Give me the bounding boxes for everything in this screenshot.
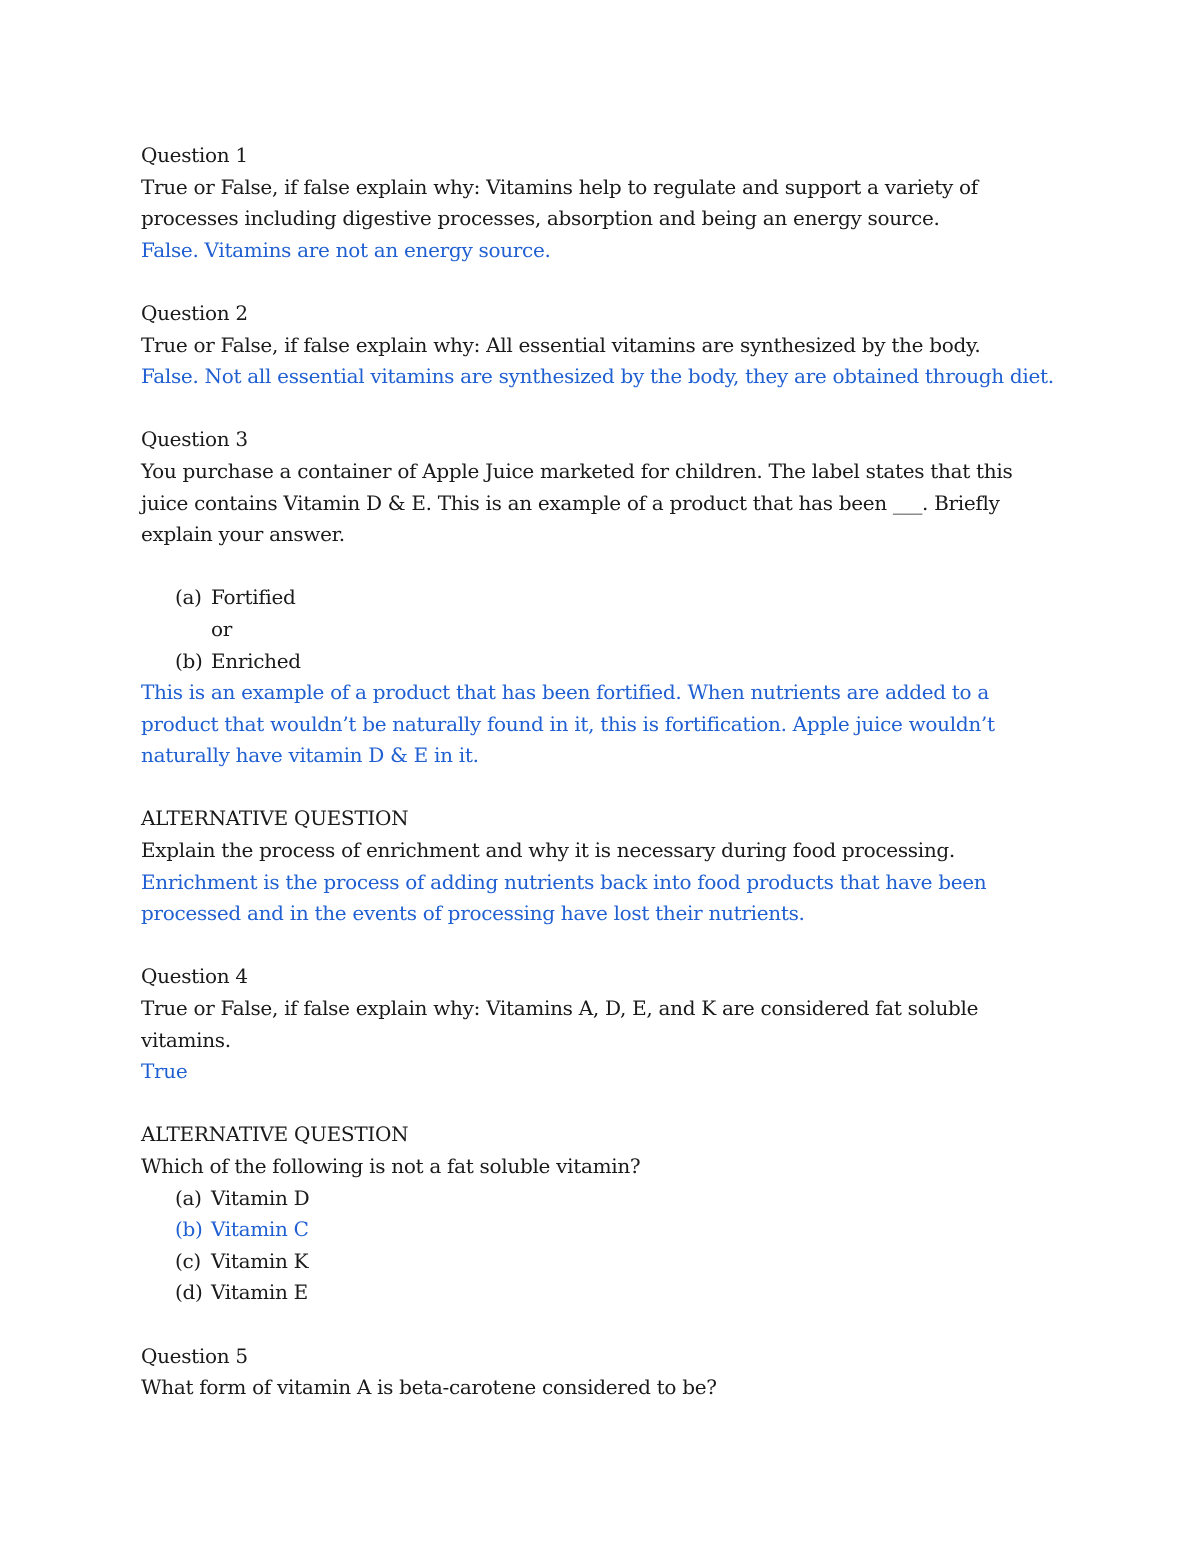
question-5-title: Question 5 xyxy=(141,1343,248,1368)
alternative-question-2-text: Which of the following is not a fat soluble vitamin? xyxy=(141,1154,641,1178)
spacer xyxy=(141,930,1081,962)
question-3-answer-line-2: product that wouldn’t be naturally found in it, this is fortification. Apple juice wouldn’t xyxy=(141,711,995,736)
option-text: Vitamin D xyxy=(211,1185,310,1210)
spacer xyxy=(141,551,1081,583)
question-1-text-line-1: True or False, if false explain why: Vitamins help to regulate and support a variety of xyxy=(141,174,978,199)
question-4-answer: True xyxy=(141,1059,188,1084)
question-2-title: Question 2 xyxy=(141,300,248,325)
question-1-answer: False. Vitamins are not an energy source. xyxy=(141,237,551,262)
question-4-title: Question 4 xyxy=(141,964,248,989)
alternative-question-2-option-a xyxy=(141,1183,1081,1215)
option-text: Fortified xyxy=(211,585,296,610)
question-5-text-line-1: What form of vitamin A is beta-carotene considered to be? xyxy=(141,1375,717,1400)
question-1-text-line-2: processes including digestive processes, absorption and being an energy source. xyxy=(141,206,940,231)
alternative-question-2-title: ALTERNATIVE QUESTION xyxy=(141,1122,409,1147)
question-4-text-line-2: vitamins. xyxy=(141,1027,231,1052)
question-3-text-line-2: juice contains Vitamin D & E. This is an example of a product that has been ___. Briefly xyxy=(141,490,1000,515)
option-label: (b) xyxy=(175,1217,203,1242)
alternative-question-1-text: Explain the process of enrichment and why it is necessary during food processing. xyxy=(141,838,955,863)
option-text: Vitamin K xyxy=(211,1248,309,1273)
question-3-answer-line-3: naturally have vitamin D & E in it. xyxy=(141,743,479,768)
spacer xyxy=(141,1309,1081,1341)
alternative-question-2-option-c xyxy=(141,1246,1081,1278)
question-1-title: Question 1 xyxy=(141,143,248,167)
question-2-answer: False. Not all essential vitamins are synthesized by the body, they are obtained through diet. xyxy=(141,364,1054,389)
alternative-question-1-title: ALTERNATIVE QUESTION xyxy=(141,806,409,831)
option-text: Vitamin C xyxy=(211,1217,309,1242)
alternative-question-2-option-d xyxy=(141,1277,1081,1309)
option-label: (a) xyxy=(175,585,202,610)
document-page xyxy=(141,140,1081,1404)
spacer xyxy=(141,1088,1081,1120)
spacer xyxy=(141,393,1081,425)
question-3-answer-line-1: This is an example of a product that has been fortified. When nutrients are added to a xyxy=(141,680,989,705)
option-text: Vitamin E xyxy=(211,1280,308,1305)
question-3-or: or xyxy=(211,616,233,641)
spacer xyxy=(141,266,1081,298)
alternative-question-1-answer-line-2: processed and in the events of processing have lost their nutrients. xyxy=(141,901,805,926)
option-label: (a) xyxy=(175,1185,202,1210)
question-3-option-b xyxy=(141,646,1081,678)
question-3-title: Question 3 xyxy=(141,427,248,452)
question-3-option-a xyxy=(141,582,1081,614)
alternative-question-2-option-b-correct xyxy=(141,1214,1081,1246)
option-label: (b) xyxy=(175,648,203,673)
spacer xyxy=(141,772,1081,804)
question-3-text-line-1: You purchase a container of Apple Juice marketed for children. The label states that this xyxy=(141,458,1013,483)
option-text: Enriched xyxy=(211,648,301,673)
question-2-text-line-1: True or False, if false explain why: All essential vitamins are synthesized by the body. xyxy=(141,332,981,357)
question-4-text-line-1: True or False, if false explain why: Vitamins A, D, E, and K are considered fat soluble xyxy=(141,996,979,1021)
option-label: (c) xyxy=(175,1248,201,1273)
alternative-question-1-answer-line-1: Enrichment is the process of adding nutrients back into food products that have been xyxy=(141,869,987,894)
question-3-text-line-3: explain your answer. xyxy=(141,522,345,547)
option-label: (d) xyxy=(175,1280,203,1305)
